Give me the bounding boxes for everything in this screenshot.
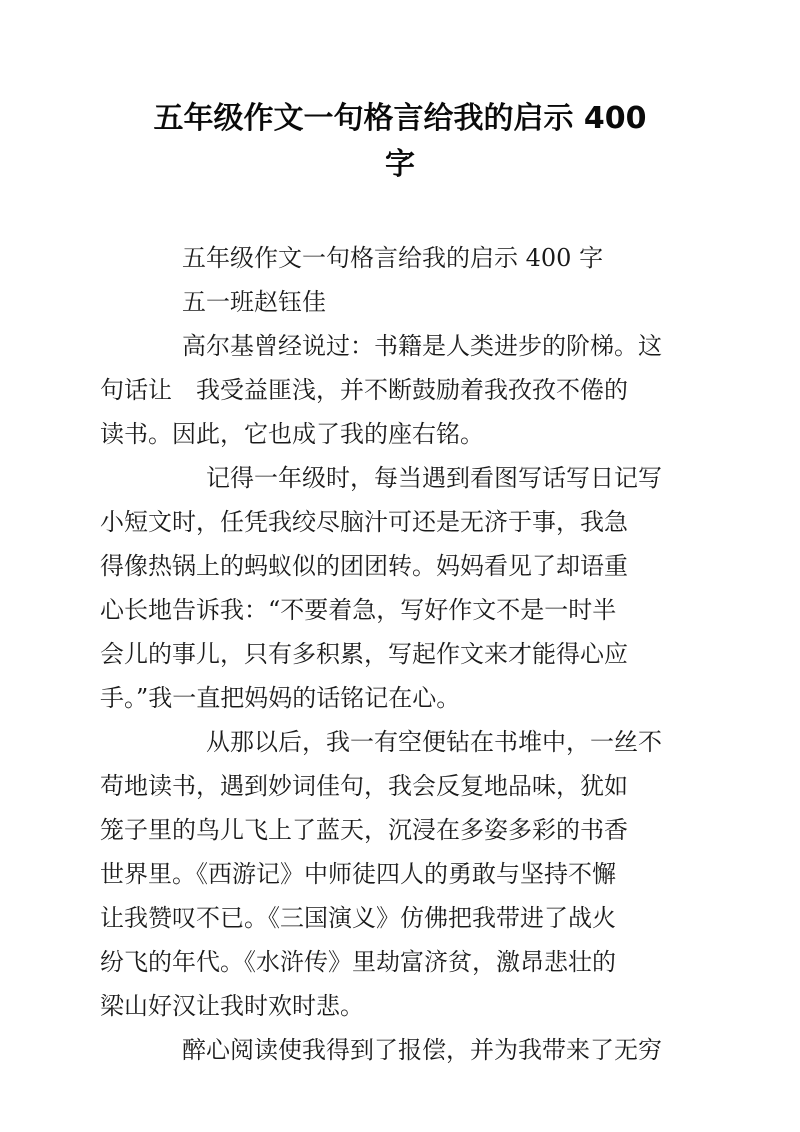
- paragraph-2-line-3: 得像热锅上的蚂蚁似的团团转。妈妈看见了却语重: [100, 552, 628, 580]
- paragraph-2-line-5: 会儿的事儿，只有多积累，写起作文来才能得心应: [100, 640, 628, 668]
- subtitle-line: 五年级作文一句格言给我的启示 400 字: [182, 244, 604, 272]
- paragraph-3-line-3: 笼子里的鸟儿飞上了蓝天，沉浸在多姿多彩的书香: [100, 816, 628, 844]
- paragraph-2-line-1: 记得一年级时，每当遇到看图写话写日记写: [206, 464, 662, 492]
- title-line-1: 五年级作文一句格言给我的启示 400: [153, 101, 647, 136]
- paragraph-3-line-2: 苟地读书，遇到妙词佳句，我会反复地品味，犹如: [100, 772, 628, 800]
- title-line-2: 字: [385, 147, 415, 182]
- paragraph-2-line-2: 小短文时，任凭我绞尽脑汁可还是无济于事，我急: [100, 508, 628, 536]
- paragraph-2-line-4: 心长地告诉我：“不要着急，写好作文不是一时半: [100, 596, 617, 624]
- paragraph-1-line-3: 读书。因此，它也成了我的座右铭。: [100, 420, 484, 448]
- paragraph-2-line-6: 手。”我一直把妈妈的话铭记在心。: [100, 684, 461, 712]
- paragraph-1-line-2: 句话让 我受益匪浅，并不断鼓励着我孜孜不倦的: [100, 376, 628, 404]
- document-body: [100, 236, 680, 1072]
- paragraph-3-line-1: 从那以后，我一有空便钻在书堆中，一丝不: [206, 728, 662, 756]
- paragraph-4-line-1: 醉心阅读使我得到了报偿，并为我带来了无穷: [182, 1036, 662, 1064]
- document-title: [120, 96, 680, 188]
- paragraph-3-line-7: 梁山好汉让我时欢时悲。: [100, 992, 364, 1020]
- author-line: 五一班赵钰佳: [182, 288, 326, 316]
- paragraph-1-line-1: 高尔基曾经说过：书籍是人类进步的阶梯。这: [182, 332, 662, 360]
- paragraph-3-line-6: 纷飞的年代。《水浒传》里劫富济贫，激昂悲壮的: [100, 948, 616, 976]
- paragraph-3-line-4: 世界里。《西游记》中师徒四人的勇敢与坚持不懈: [100, 860, 616, 888]
- paragraph-3-line-5: 让我赞叹不已。《三国演义》仿佛把我带进了战火: [100, 904, 616, 932]
